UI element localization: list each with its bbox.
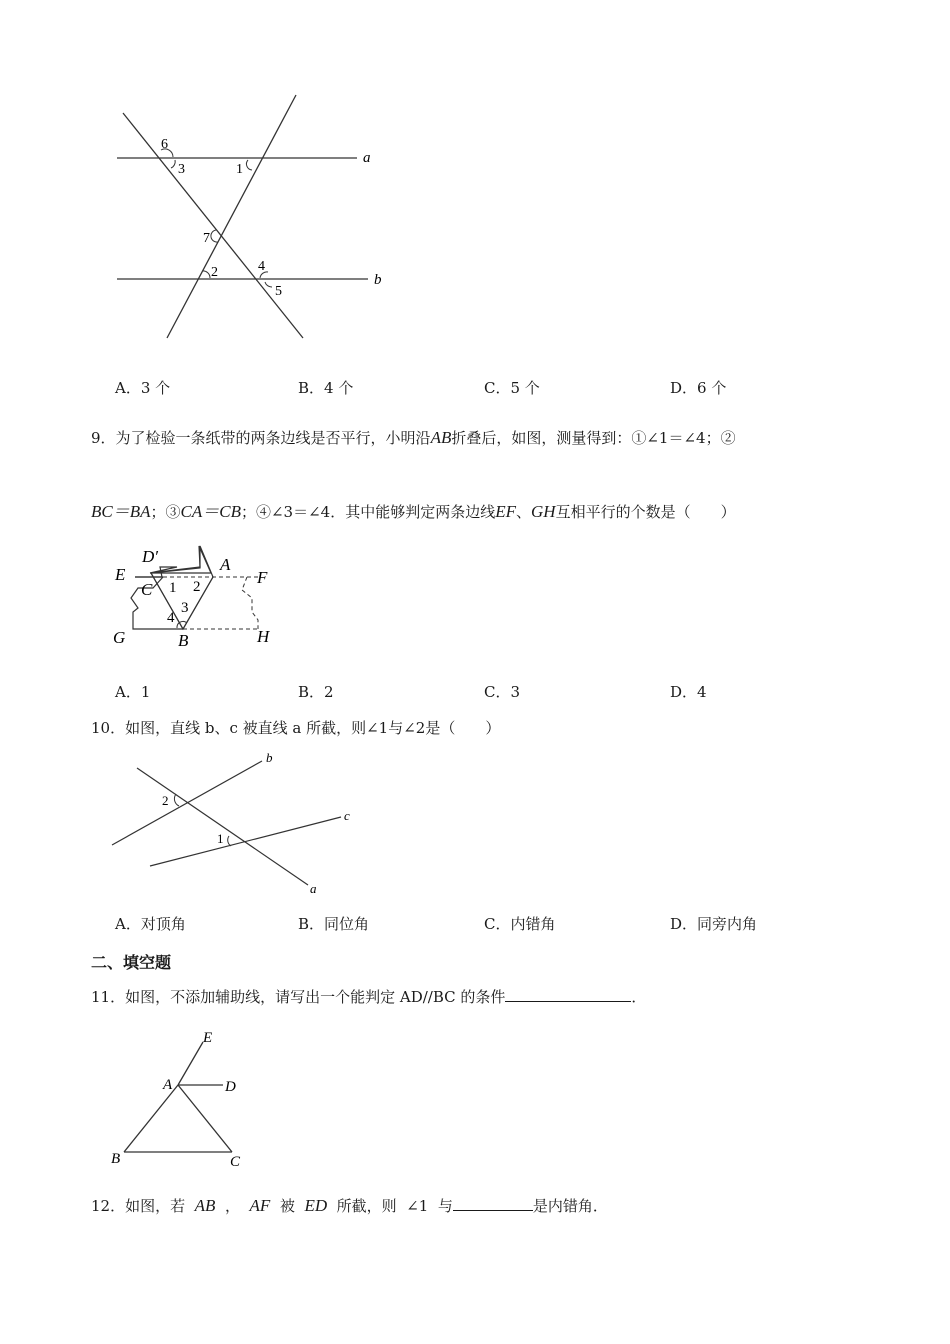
q11-end: ． xyxy=(631,988,647,1006)
ray-ae xyxy=(178,1042,203,1085)
dun-mark: 、 xyxy=(515,503,531,521)
q9-option-a xyxy=(115,682,150,702)
q12-text: 被 xyxy=(279,1197,295,1215)
question-number: 10． xyxy=(91,719,126,737)
label-b: b xyxy=(374,272,382,288)
q9-stem-line2 xyxy=(91,502,736,522)
option-text: 5 个 xyxy=(510,379,540,397)
label-b: b xyxy=(266,750,273,765)
q9-option-c xyxy=(484,682,520,702)
label-e: E xyxy=(203,1030,213,1046)
label-d: D xyxy=(225,1079,236,1095)
q10-option-d xyxy=(670,914,757,934)
label-f: F xyxy=(257,568,268,587)
option-letter: D． xyxy=(670,915,698,933)
option-text: 6 个 xyxy=(697,379,727,397)
q12-text: 如图，若 xyxy=(125,1197,186,1215)
q12-text: 所截，则 xyxy=(336,1197,397,1215)
angle-1: ∠1 xyxy=(406,1197,429,1215)
label-2: 2 xyxy=(162,793,169,808)
q12-text: 与 xyxy=(437,1197,453,1215)
q12-comma: ， xyxy=(224,1197,240,1215)
option-letter: D． xyxy=(670,379,698,397)
question-number: 12． xyxy=(91,1197,126,1215)
option-text: 同位角 xyxy=(324,915,370,933)
line-ef: EF xyxy=(495,502,516,521)
q9-tail: 互相平行的个数是（ ） xyxy=(555,503,736,521)
option-text: 对顶角 xyxy=(140,915,186,933)
label-1: 1 xyxy=(236,162,243,177)
option-letter: B． xyxy=(298,915,325,933)
option-letter: D． xyxy=(670,683,698,701)
line-a xyxy=(137,768,308,885)
option-letter: A． xyxy=(115,379,141,397)
label-4: 4 xyxy=(258,259,265,274)
side-ab xyxy=(124,1085,178,1152)
label-b: B xyxy=(178,631,189,650)
option-letter: C． xyxy=(484,683,511,701)
side-ac xyxy=(178,1085,232,1152)
label-a: a xyxy=(363,150,371,166)
q10-text: 如图，直线 b、c 被直线 a 所截，则∠1与∠2是（ ） xyxy=(125,719,501,737)
q9-option-b xyxy=(298,682,334,702)
line-b xyxy=(112,761,262,845)
question-number: 9． xyxy=(91,429,116,447)
label-4: 4 xyxy=(167,610,175,626)
label-2: 2 xyxy=(193,579,201,595)
label-b: B xyxy=(111,1151,121,1167)
q12-end: 是内错角． xyxy=(532,1197,608,1215)
figure-q9-paper-strip xyxy=(105,540,295,655)
q9-option-d xyxy=(670,682,707,702)
label-3: 3 xyxy=(178,162,185,177)
right-torn-dashed xyxy=(242,577,258,629)
answer-blank[interactable] xyxy=(505,987,631,1002)
option-text: 4 xyxy=(697,683,707,701)
q12-stem xyxy=(91,1196,608,1216)
q8-option-a xyxy=(115,378,170,398)
label-d-prime: D′ xyxy=(142,547,158,566)
option-text: 4 个 xyxy=(324,379,354,397)
q9-stem-line1 xyxy=(91,428,736,448)
option-letter: B． xyxy=(298,379,325,397)
angle-arc-7 xyxy=(211,230,218,242)
line-gh: GH xyxy=(531,502,556,521)
label-a: A xyxy=(163,1077,173,1093)
option-letter: B． xyxy=(298,683,325,701)
option-text: 3 个 xyxy=(140,379,171,397)
angle-arc-2 xyxy=(202,271,210,278)
segment-af: AF xyxy=(249,1196,271,1215)
label-h: H xyxy=(257,627,270,646)
label-5: 5 xyxy=(275,284,282,299)
label-g: G xyxy=(113,628,126,647)
figure-q11-triangle xyxy=(105,1025,255,1175)
q10-stem xyxy=(91,718,500,738)
label-a: a xyxy=(310,881,317,896)
q11-stem xyxy=(91,987,646,1007)
label-6: 6 xyxy=(161,137,168,152)
label-2: 2 xyxy=(211,265,218,280)
option-letter: C． xyxy=(484,379,511,397)
label-3: 3 xyxy=(181,600,189,616)
q9-text: 为了检验一条纸带的两条边线是否平行，小明沿 xyxy=(115,429,431,447)
separator: ；④∠3＝∠4．其中能够判定两条边线 xyxy=(240,503,496,521)
q10-option-b xyxy=(298,914,369,934)
option-text: 2 xyxy=(324,683,334,701)
label-7: 7 xyxy=(203,231,210,246)
section-title-fill-in: 二、填空题 xyxy=(91,953,172,972)
segment-ab: AB xyxy=(430,428,452,447)
angle-arc-1 xyxy=(246,160,252,170)
angle-arc-3 xyxy=(171,160,175,168)
option-letter: A． xyxy=(115,683,141,701)
label-1: 1 xyxy=(169,580,177,596)
angle-arc-5 xyxy=(265,282,272,287)
label-e: E xyxy=(115,565,126,584)
condition-ca-cb: CA＝CB xyxy=(180,502,241,521)
q10-option-a xyxy=(115,914,186,934)
angle-arc-1 xyxy=(228,836,231,846)
option-letter: A． xyxy=(115,915,141,933)
segment-ab: AB xyxy=(194,1196,216,1215)
q11-text: 如图，不添加辅助线，请写出一个能判定 AD//BC 的条件 xyxy=(125,988,506,1006)
question-number: 11． xyxy=(91,988,126,1006)
transversal-2 xyxy=(167,95,296,338)
separator: ；③ xyxy=(150,503,181,521)
q9-text-rest: 折叠后，如图，测量得到：①∠1＝∠4；② xyxy=(451,429,736,447)
q8-option-d xyxy=(670,378,726,398)
q8-option-b xyxy=(298,378,353,398)
q8-option-c xyxy=(484,378,540,398)
transversal-1 xyxy=(123,113,303,338)
label-c: c xyxy=(344,808,350,823)
label-c: C xyxy=(230,1154,241,1170)
folded-part xyxy=(151,546,213,629)
label-a: A xyxy=(220,555,231,574)
segment-ed: ED xyxy=(304,1196,328,1215)
option-text: 同旁内角 xyxy=(697,915,758,933)
line-c xyxy=(150,817,341,866)
figure-q10-transversal xyxy=(105,748,365,898)
option-text: 3 xyxy=(510,683,521,701)
option-letter: C． xyxy=(484,915,511,933)
q10-option-c xyxy=(484,914,556,934)
label-c: C xyxy=(141,580,153,599)
label-1: 1 xyxy=(217,831,224,846)
condition-bc-ba: BC＝BA xyxy=(91,502,151,521)
figure-q8-parallel-lines xyxy=(100,88,400,348)
answer-blank[interactable] xyxy=(453,1196,533,1211)
option-text: 内错角 xyxy=(510,915,556,933)
option-text: 1 xyxy=(140,683,151,701)
